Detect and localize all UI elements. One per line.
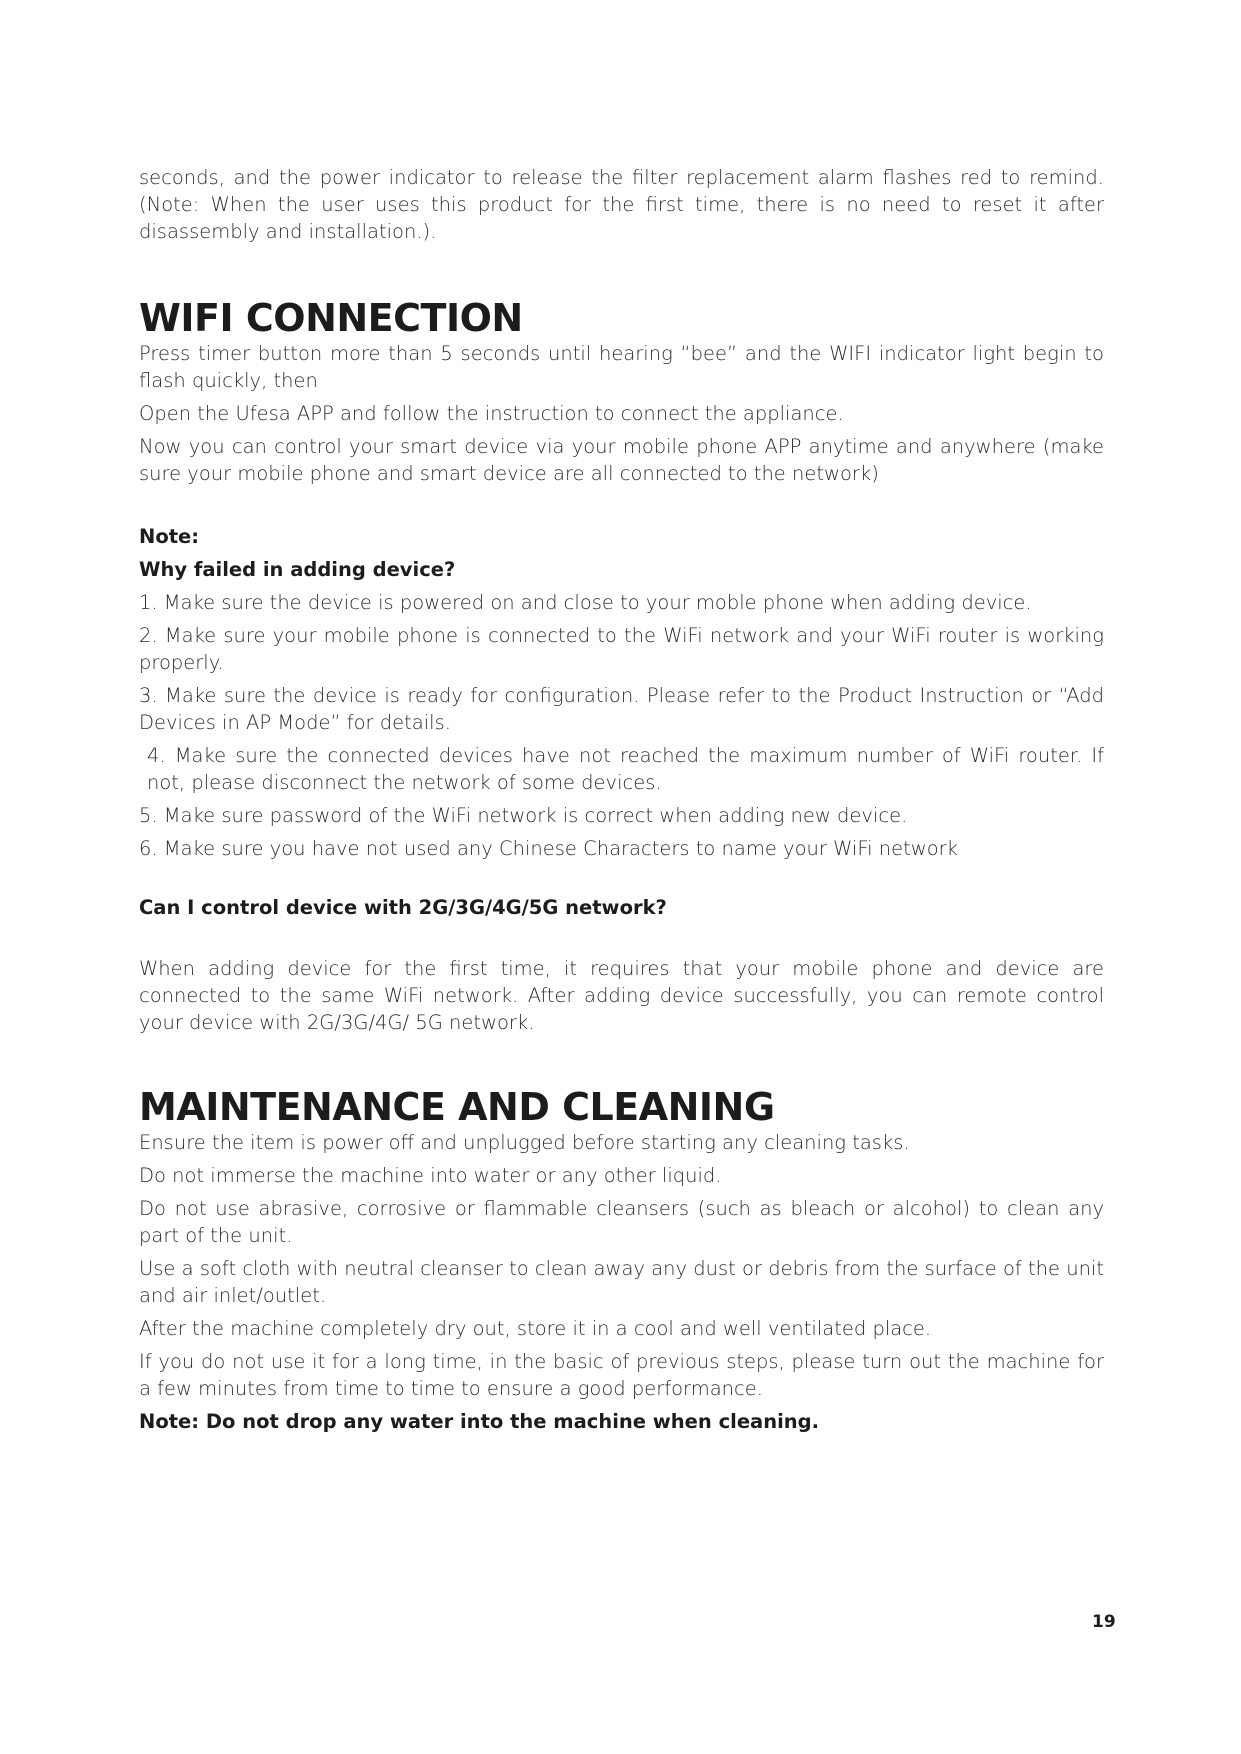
page-content	[139, 164, 1104, 1435]
faq-title: Why failed in adding device?	[139, 558, 456, 581]
maintenance-note: Note: Do not drop any water into the machine when cleaning.	[139, 1410, 820, 1433]
maintenance-paragraph: Use a soft cloth with neutral cleanser to clean away any dust or debris from the surface of the unit and air inlet/outlet.	[139, 1257, 1104, 1307]
wifi-heading: WIFI CONNECTION	[139, 296, 523, 340]
wifi-paragraph: Open the Ufesa APP and follow the instruction to connect the appliance.	[139, 402, 844, 425]
maintenance-paragraph: Do not use abrasive, corrosive or flammable cleansers (such as bleach or alcohol) to clean any part of the unit.	[139, 1197, 1104, 1247]
maintenance-paragraph: Ensure the item is power off and unplugged before starting any cleaning tasks.	[139, 1131, 910, 1154]
maintenance-paragraph: After the machine completely dry out, store it in a cool and well ventilated place.	[139, 1317, 932, 1340]
network-question: Can I control device with 2G/3G/4G/5G network?	[139, 896, 667, 919]
faq-item: 1. Make sure the device is powered on and close to your moble phone when adding device.	[139, 591, 1032, 614]
maintenance-paragraph: Do not immerse the machine into water or any other liquid.	[139, 1164, 722, 1187]
network-answer: When adding device for the first time, it requires that your mobile phone and device are connected to the same WiFi network. After adding device successfully, you can remote control your device with 2G/3G/4G/ 5G network.	[139, 957, 1104, 1034]
note-label: Note:	[139, 525, 200, 548]
faq-item: 6. Make sure you have not used any Chinese Characters to name your WiFi network	[139, 837, 958, 860]
intro-paragraph: seconds, and the power indicator to release the filter replacement alarm flashes red to remind. (Note: When the user uses this product for the first time, there is no need to reset it after disassembly and installation.).	[139, 166, 1104, 243]
page-number: 19	[1092, 1612, 1116, 1632]
wifi-paragraph: Now you can control your smart device via your mobile phone APP anytime and anywhere (make sure your mobile phone and smart device are all connected to the network)	[139, 435, 1104, 485]
faq-item: 3. Make sure the device is ready for configuration. Please refer to the Product Instruction or “Add Devices in AP Mode” for details.	[139, 684, 1104, 734]
maintenance-heading: MAINTENANCE AND CLEANING	[139, 1085, 775, 1129]
maintenance-paragraph: If you do not use it for a long time, in the basic of previous steps, please turn out the machine for a few minutes from time to time to ensure a good performance.	[139, 1350, 1104, 1400]
wifi-paragraph: Press timer button more than 5 seconds until hearing “bee” and the WIFI indicator light begin to flash quickly, then	[139, 342, 1104, 392]
faq-item: 4. Make sure the connected devices have not reached the maximum number of WiFi router. If not, please disconnect the network of some devices.	[147, 744, 1104, 794]
faq-item: 5. Make sure password of the WiFi network is correct when adding new device.	[139, 804, 908, 827]
faq-item: 2. Make sure your mobile phone is connected to the WiFi network and your WiFi router is working properly.	[139, 624, 1104, 674]
